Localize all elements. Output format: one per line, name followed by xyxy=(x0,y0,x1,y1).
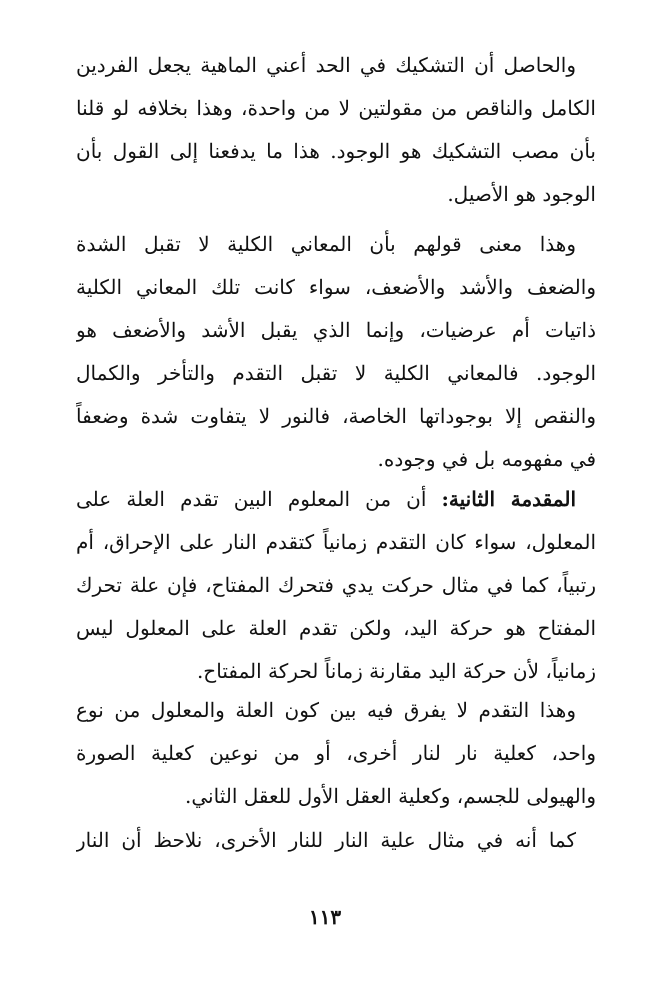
text-line: والحاصل أن التشكيك في الحد أعني الماهية يجعل الفردين xyxy=(76,53,576,77)
text-line: كما أنه في مثال علية النار للنار الأخرى، نلاحظ أن النار xyxy=(76,828,576,852)
heading-continuation: أن من المعلوم البين تقدم العلة على xyxy=(76,487,442,511)
paragraph-5 xyxy=(76,819,596,862)
text-line: الكامل والناقص من مقولتين لا من واحدة، وهذا بخلافه لو قلنا xyxy=(76,96,596,120)
text-line: رتبياً، كما في مثال حركت يدي فتحرك المفتاح، فإن علة تحرك xyxy=(76,573,596,597)
text-line: والضعف والأشد والأضعف، سواء كانت تلك المعاني الكلية xyxy=(76,275,596,299)
page-number: ١١٣ xyxy=(308,905,342,929)
text-line: وهذا معنى قولهم بأن المعاني الكلية لا تقبل الشدة xyxy=(76,232,576,256)
text-line: وهذا التقدم لا يفرق فيه بين كون العلة والمعلول من نوع xyxy=(76,698,576,722)
text-line: والنقص إلا بوجوداتها الخاصة، فالنور لا يتفاوت شدة وضعفاً xyxy=(76,404,596,428)
paragraph-4 xyxy=(76,689,596,818)
text-line: والهيولى للجسم، وكعلية العقل الأول للعقل الثاني. xyxy=(185,784,596,808)
section-heading: المقدمة الثانية: xyxy=(441,487,576,511)
paragraph-2 xyxy=(76,223,596,481)
text-line: واحد، كعلية نار لنار أخرى، أو من نوعين كعلية الصورة xyxy=(76,741,596,765)
text-line: بأن مصب التشكيك هو الوجود. هذا ما يدفعنا إلى القول بأن xyxy=(76,139,596,163)
text-line: الوجود. فالمعاني الكلية لا تقبل التقدم والتأخر والكمال xyxy=(76,361,596,385)
text-line: المعلول، سواء كان التقدم زمانياً كتقدم النار على الإحراق، أم xyxy=(76,530,596,554)
text-line: الوجود هو الأصيل. xyxy=(447,182,596,206)
text-line: المفتاح هو حركة اليد، ولكن تقدم العلة على المعلول ليس xyxy=(76,616,596,640)
text-line: ذاتيات أم عرضيات، وإنما الذي يقبل الأشد والأضعف هو xyxy=(76,318,596,342)
paragraph-1 xyxy=(76,44,596,216)
text-line: زمانياً، لأن حركة اليد مقارنة زماناً لحركة المفتاح. xyxy=(196,659,596,683)
paragraph-3 xyxy=(76,478,596,693)
text-line: في مفهومه بل في وجوده. xyxy=(377,447,596,471)
text-line xyxy=(76,478,596,521)
